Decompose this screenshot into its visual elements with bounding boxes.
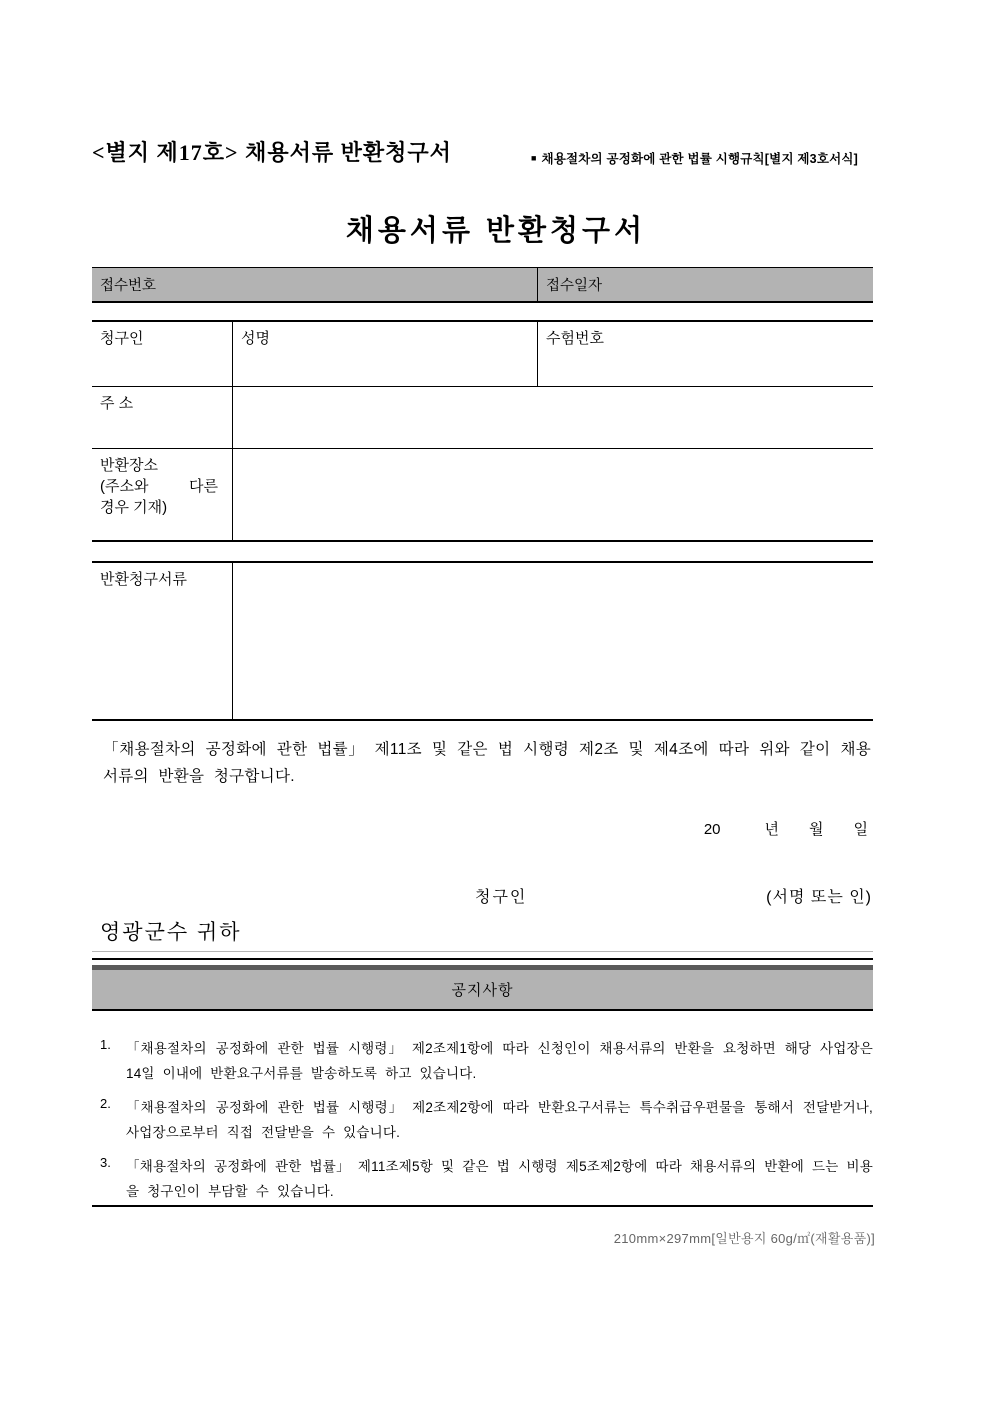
return-place-label	[92, 449, 233, 540]
documents-table	[92, 561, 873, 721]
receipt-date-cell[interactable]: 접수일자	[546, 278, 603, 294]
date-year-prefix[interactable]: 20	[703, 821, 721, 838]
return-place-label-line2: (주소와 다른	[100, 478, 218, 495]
address-label: 주 소	[92, 387, 233, 448]
square-bullet-icon: ■	[531, 152, 537, 163]
divider-light	[92, 951, 873, 952]
table-row-claimant	[92, 322, 873, 387]
return-place-label-line1: 반환장소	[100, 457, 158, 474]
list-item	[100, 1095, 873, 1145]
notice-bar-title: 공지사항	[451, 982, 514, 999]
notice-list	[100, 1036, 873, 1213]
address-field[interactable]	[233, 387, 873, 448]
documents-field[interactable]	[233, 563, 873, 719]
page-title: 채용서류 반환청구서	[345, 215, 647, 247]
exam-number-field[interactable]: 수험번호	[546, 330, 604, 347]
footer-rule	[92, 1205, 873, 1207]
date-day-unit: 일	[853, 821, 868, 838]
documents-label: 반환청구서류	[92, 563, 233, 719]
date-line	[704, 818, 868, 839]
return-place-field[interactable]	[233, 449, 873, 540]
declaration-text: 「채용절차의 공정화에 관한 법률」 제11조 및 같은 법 시행령 제2조 및 제4조에 따라 위와 같이 채용서류의 반환을 청구합니다.	[103, 741, 871, 785]
divider-dark	[92, 958, 873, 960]
signature-seal-note: (서명 또는 인)	[766, 889, 872, 906]
return-place-label-line3: 경우 기재)	[100, 499, 168, 516]
date-year-unit: 년	[764, 821, 779, 838]
list-item	[100, 1154, 873, 1204]
name-field[interactable]: 성명	[233, 322, 538, 386]
list-item-text: 「채용절차의 공정화에 관한 법률 시행령」 제2조제2항에 따라 반환요구서류는 특수취급우편물을 통해서 전달받거나, 사업장으로부터 직접 전달받을 수 있습니다.	[126, 1100, 873, 1140]
list-item-text: 「채용절차의 공정화에 관한 법률 시행령」 제2조제1항에 따라 신청인이 채용서류의 반환을 요청하면 해당 사업장은 14일 이내에 반환요구서류를 발송하도록 하고 있습니다.	[126, 1041, 873, 1081]
receipt-table	[92, 267, 873, 303]
notice-bar	[92, 965, 873, 1011]
applicant-table	[92, 320, 873, 542]
list-item-number: 2.	[100, 1096, 111, 1111]
list-item	[100, 1036, 873, 1086]
receipt-number-cell[interactable]: 접수번호	[92, 268, 538, 301]
form-header-title: <별지 제17호> 채용서류 반환청구서	[92, 140, 452, 165]
list-item-number: 3.	[100, 1155, 111, 1170]
table-row-address	[92, 387, 873, 449]
addressee-text: 영광군수 귀하	[100, 921, 242, 944]
form-header-note	[531, 149, 858, 167]
list-item-text: 「채용절차의 공정화에 관한 법률」 제11조제5항 및 같은 법 시행령 제5조제2항에 따라 채용서류의 반환에 드는 비용을 청구인이 부담할 수 있습니다.	[126, 1159, 873, 1199]
signature-claimant-label: 청구인	[475, 889, 528, 906]
form-header-note-text: 채용절차의 공정화에 관한 법률 시행규칙[별지 제3호서식]	[541, 152, 859, 166]
table-row-return-place	[92, 449, 873, 542]
paper-spec-text: 210mm×297mm[일반용지 60g/㎡(재활용품)]	[613, 1231, 875, 1246]
date-month-unit: 월	[809, 821, 824, 838]
list-item-number: 1.	[100, 1037, 111, 1052]
claimant-label: 청구인	[92, 322, 233, 386]
